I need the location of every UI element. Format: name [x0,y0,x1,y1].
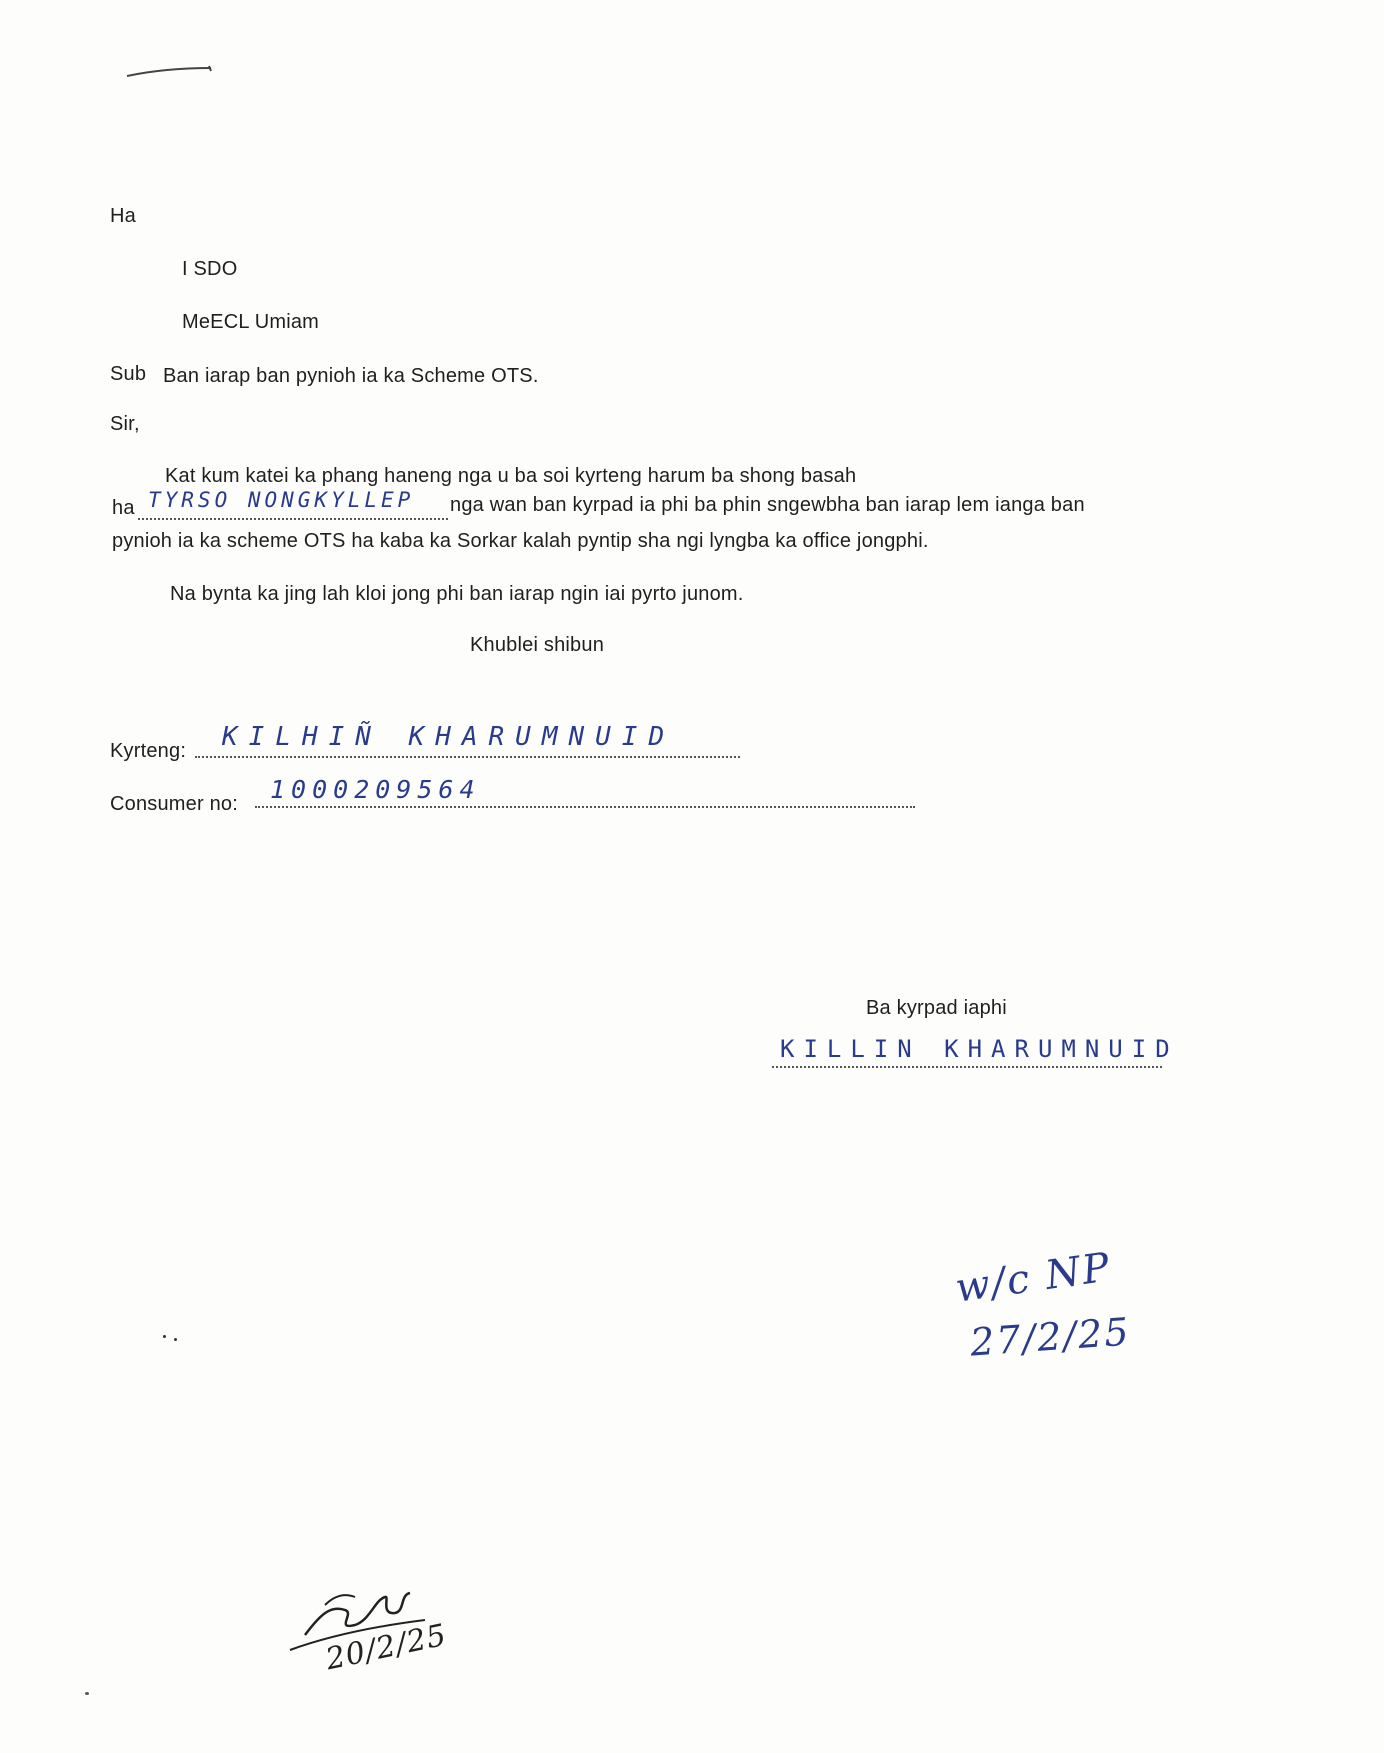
name-handwritten: KILHIÑ KHARUMNUID [222,722,676,752]
subject-text: Ban iarap ban pynioh ia ka Scheme OTS. [163,365,539,387]
body-line-3: pynioh ia ka scheme OTS ha kaba ka Sorkar kalah pyntip sha ngi lyngba ka office jongphi. [112,530,929,552]
officer-note-line-1: w/c NP [952,1244,1115,1312]
subject-label: Sub [110,363,147,385]
consumer-no-handwritten: 1000209564 [270,775,481,804]
body-line-4: Na bynta ka jing lah kloi jong phi ban iarap ngin iai pyrto junom. [170,583,744,605]
stray-pen-mark [125,62,215,82]
body-line-2-suffix: nga wan ban kyrpad ia phi ba phin sngewbha ban iarap lem ianga ban [450,494,1085,516]
place-dotted-line [138,518,448,520]
recipient-title: I SDO [182,258,238,280]
stray-dot [85,1692,89,1695]
name-dotted-line [195,756,740,758]
consumer-dotted-line [255,806,915,808]
bottom-signature-date: 20/2/25 [322,1617,450,1678]
body-line-2-prefix: ha [112,497,135,519]
officer-note-line-2: 27/2/25 [968,1309,1132,1365]
name-label: Kyrteng: [110,740,187,762]
place-handwritten: TYRSO NONGKYLLEP [148,488,415,512]
salutation-to: Ha [110,205,136,227]
sign-off: Ba kyrpad iaphi [866,997,1007,1019]
body-line-1: Kat kum katei ka phang haneng nga u ba soi kyrteng harum ba shong basah [165,465,857,487]
stray-dot [163,1335,166,1338]
stray-dot [174,1338,177,1341]
signature-dotted-line [772,1066,1162,1068]
closing-phrase: Khublei shibun [470,634,605,656]
recipient-office: MeECL Umiam [182,311,320,333]
signature-name-handwritten: KILLIN KHARUMNUID [780,1035,1179,1063]
greeting: Sir, [110,413,140,435]
consumer-no-label: Consumer no: [110,793,239,815]
